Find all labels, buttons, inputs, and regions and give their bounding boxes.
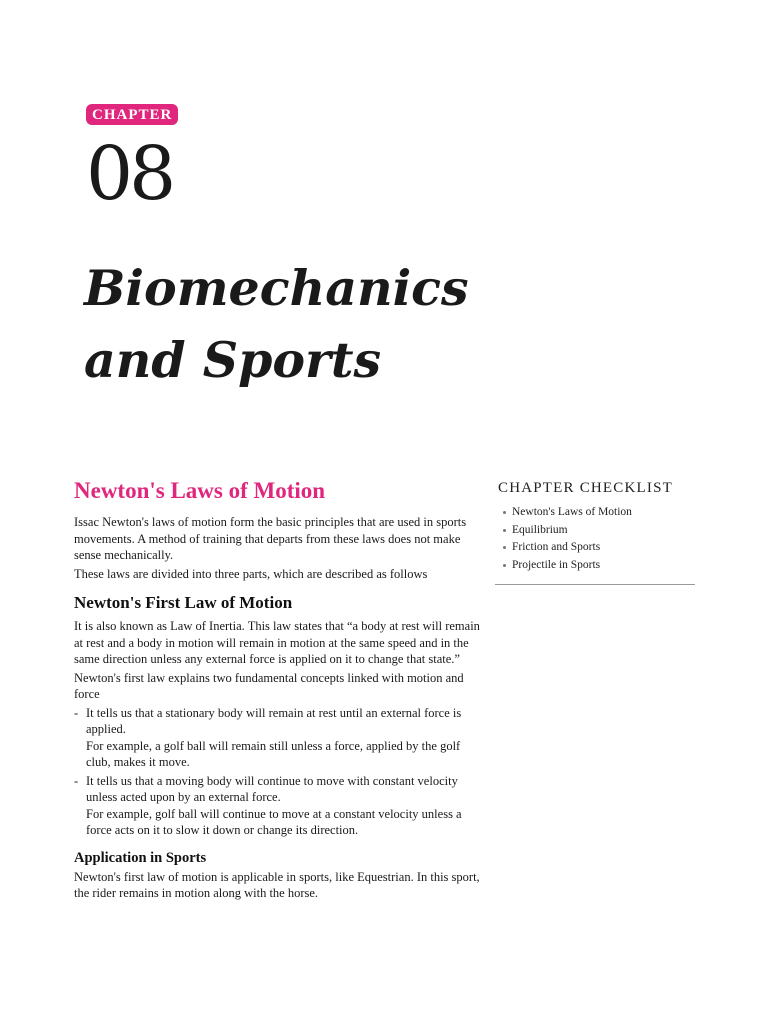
- checklist-item-label: Projectile in Sports: [512, 558, 601, 571]
- chapter-checklist: [495, 478, 695, 585]
- bullet-dot-icon: [503, 564, 506, 567]
- intro-paragraph: Issac Newton's laws of motion form the basic principles that are used in sports movements. A method of training that departs from these laws does not make sense mechanically.: [74, 515, 467, 562]
- checklist-list: [495, 504, 695, 574]
- bullet-dot-icon: [503, 546, 506, 549]
- intro-paragraph-2: These laws are divided into three parts, which are described as follows: [74, 566, 428, 581]
- first-law-paragraph: It is also known as Law of Inertia. This law states that “a body at rest will remain at rest and a body in motion will remain in motion at the same speed and in the same direction unless any external force is applied on it to change that state.”: [74, 619, 480, 666]
- section-heading: Newton's Laws of Motion: [74, 478, 326, 503]
- checklist-item-label: Friction and Sports: [512, 541, 601, 553]
- bullet-text: It tells us that a moving body will continue to move with constant velocity unless acted upon by an external force.: [86, 773, 458, 804]
- chapter-title: [84, 252, 544, 396]
- chapter-number: 08: [86, 131, 173, 217]
- application-paragraph: Newton's first law of motion is applicable in sports, like Equestrian. In this sport, the rider remains in motion along with the horse.: [74, 869, 480, 900]
- checklist-item: [503, 539, 695, 557]
- bullet-example: For example, golf ball will continue to move at a constant velocity unless a force acts on it to slow it down or change its direction.: [86, 806, 462, 837]
- checklist-item: [503, 504, 695, 522]
- chapter-badge: CHAPTER: [86, 104, 178, 125]
- bullet-dash: -: [74, 773, 79, 788]
- first-law-paragraph-2: Newton's first law explains two fundamental concepts linked with motion and force: [74, 670, 464, 701]
- bullet-dot-icon: [503, 529, 506, 532]
- checklist-item-label: Newton's Laws of Motion: [512, 506, 632, 518]
- bullet-text: It tells us that a stationary body will remain at rest until an external force is applied.: [86, 705, 462, 736]
- checklist-title: CHAPTER CHECKLIST: [498, 480, 673, 496]
- first-law-bullet: [74, 773, 484, 839]
- checklist-item: [503, 522, 695, 540]
- bullet-dot-icon: [503, 511, 506, 514]
- first-law-heading: Newton's First Law of Motion: [74, 593, 293, 612]
- first-law-bullet: [74, 705, 484, 771]
- bullet-dash: -: [74, 705, 79, 720]
- main-content: [74, 476, 484, 904]
- chapter-title-line-1: Biomechanics: [84, 259, 469, 317]
- bullet-example: For example, a golf ball will remain still unless a force, applied by the golf club, makes it move.: [86, 738, 461, 769]
- application-heading: Application in Sports: [74, 849, 207, 866]
- chapter-title-line-2: and Sports: [84, 331, 382, 389]
- checklist-item: [503, 557, 695, 575]
- checklist-item-label: Equilibrium: [512, 523, 568, 536]
